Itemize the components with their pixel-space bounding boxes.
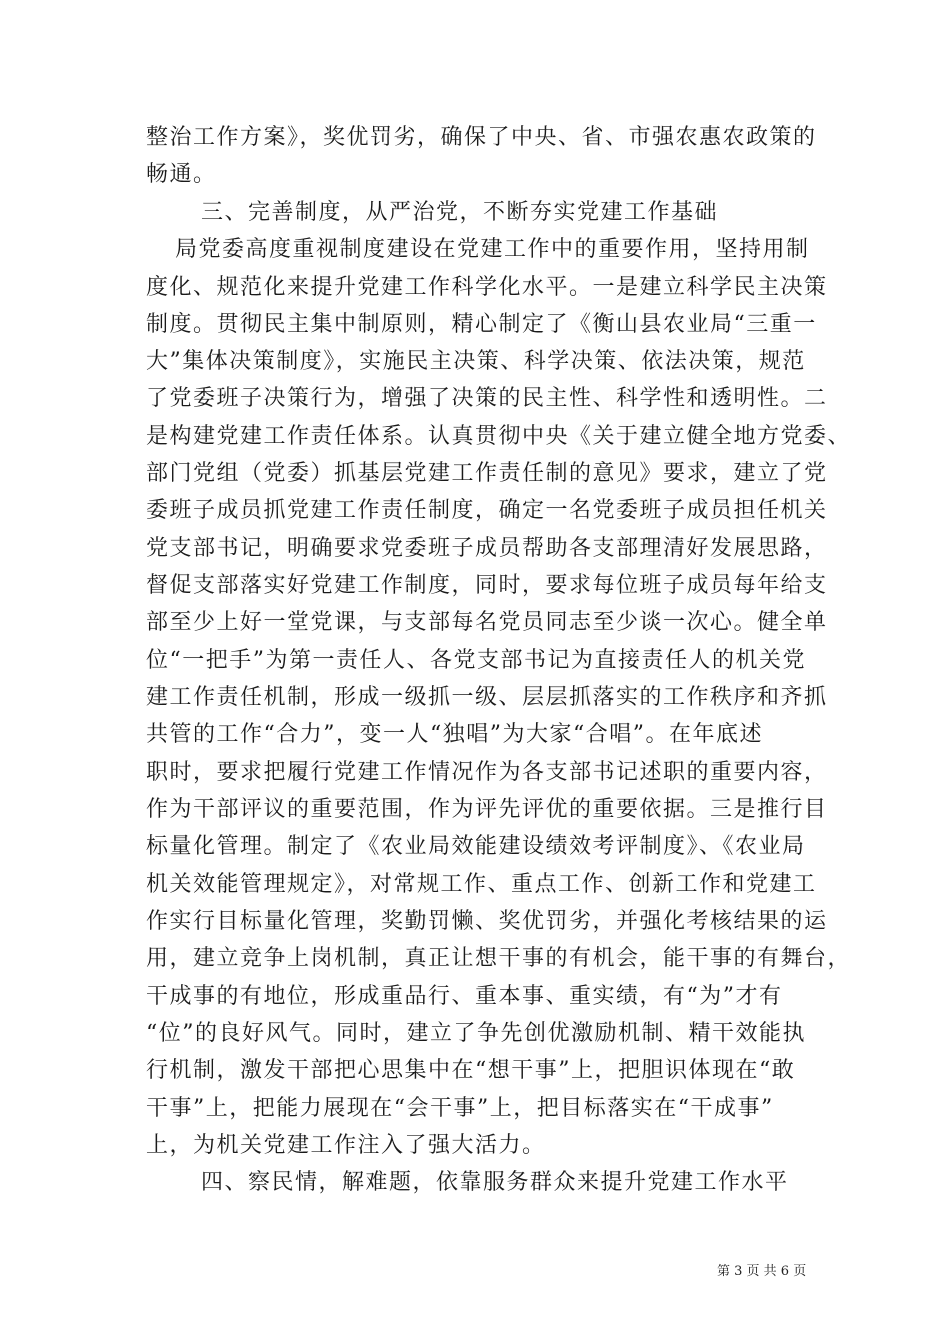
text-line: 党支部书记，明确要求党委班子成员帮助各支部理清好发展思路， <box>146 536 828 561</box>
text-line: 位“一把手”为第一责任人、各党支部书记为直接责任人的机关党 <box>146 648 806 673</box>
text-line: 制度。贯彻民主集中制原则，精心制定了《衡山县农业局“三重一 <box>146 312 817 337</box>
text-line: 作实行目标量化管理，奖勤罚懒、奖优罚劣，并强化考核结果的运 <box>146 909 828 934</box>
text-line: 整治工作方案》，奖优罚劣，确保了中央、省、市强农惠农政策的 <box>146 125 817 150</box>
text-line: “位”的良好风气。同时，建立了争先创优激励机制、精干效能执 <box>146 1021 806 1046</box>
text-line: 局党委高度重视制度建设在党建工作中的重要作用，坚持用制 <box>175 237 810 262</box>
section-heading: 四、察民情，解难题，依靠服务群众来提升党建工作水平 <box>201 1170 789 1195</box>
text-line: 机关效能管理规定》，对常规工作、重点工作、创新工作和党建工 <box>146 872 817 897</box>
text-line: 部至少上好一堂党课，与支部每名党员同志至少谈一次心。健全单 <box>146 610 828 635</box>
text-line: 畅通。 <box>146 162 217 187</box>
text-line: 干成事的有地位，形成重品行、重本事、重实绩，有“为”才有 <box>146 984 783 1009</box>
text-line: 部门党组（党委）抓基层党建工作责任制的意见》要求，建立了党 <box>146 461 828 486</box>
section-heading: 三、完善制度，从严治党，不断夯实党建工作基础 <box>201 200 719 225</box>
text-line: 共管的工作“合力”，变一人“独唱”为大家“合唱”。在年底述 <box>146 722 763 747</box>
text-line: 职时，要求把履行党建工作情况作为各支部书记述职的重要内容， <box>146 760 828 785</box>
text-line: 委班子成员抓党建工作责任制度，确定一名党委班子成员担任机关 <box>146 498 828 523</box>
text-line: 是构建党建工作责任体系。认真贯彻中央《关于建立健全地方党委、 <box>146 424 852 449</box>
text-line: 度化、规范化来提升党建工作科学化水平。一是建立科学民主决策 <box>146 275 828 300</box>
text-line: 干事”上，把能力展现在“会干事”上，把目标落实在“干成事” <box>146 1096 774 1121</box>
text-line: 行机制，激发干部把心思集中在“想干事”上，把胆识体现在“敢 <box>146 1058 796 1083</box>
page-number: 第 3 页 共 6 页 <box>717 1264 807 1279</box>
text-line: 了党委班子决策行为，增强了决策的民主性、科学性和透明性。二 <box>146 386 828 411</box>
text-line: 建工作责任机制，形成一级抓一级、层层抓落实的工作秩序和齐抓 <box>146 685 828 710</box>
text-line: 标量化管理。制定了《农业局效能建设绩效考评制度》、《农业局 <box>146 834 806 859</box>
text-line: 大”集体决策制度》，实施民主决策、科学决策、依法决策，规范 <box>146 349 806 374</box>
text-line: 督促支部落实好党建工作制度，同时，要求每位班子成员每年给支 <box>146 573 828 598</box>
text-line: 用，建立竞争上岗机制，真正让想干事的有机会，能干事的有舞台， <box>146 946 852 971</box>
text-line: 上，为机关党建工作注入了强大活力。 <box>146 1133 546 1158</box>
text-line: 作为干部评议的重要范围，作为评先评优的重要依据。三是推行目 <box>146 797 828 822</box>
